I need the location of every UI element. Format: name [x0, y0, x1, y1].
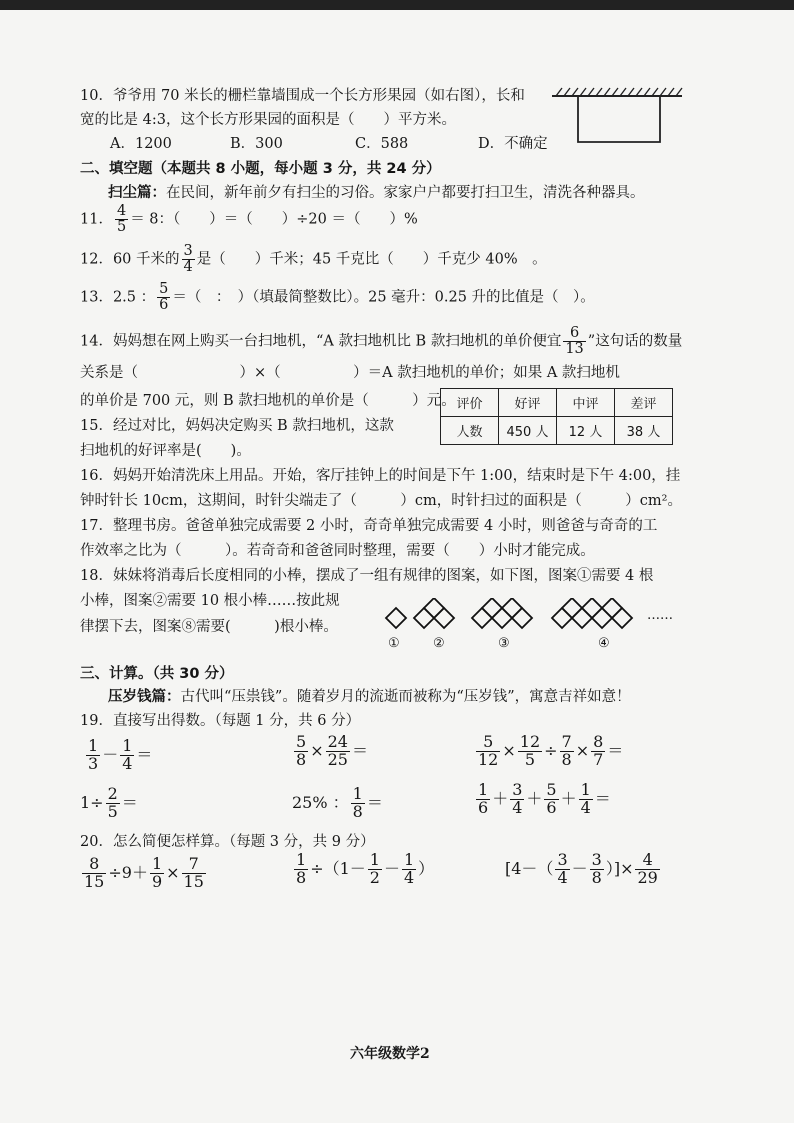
q12: [80, 244, 547, 275]
q16-line1: 16．妈妈开始清洗床上用品。开始，客厅挂钟上的时间是下午 1:00，结束时是下午 4:00，挂: [80, 468, 681, 484]
q20-expression-2: $\frac{1}{8}$ ÷（1－ $\frac{1}{2}$ － $\frac{1}{4}$ ）: [296, 850, 435, 887]
q10-option-a: A．1200: [110, 136, 172, 152]
q19-expression-2: $\frac{5}{8}$ × $\frac{24}{25}$ ＝: [296, 732, 368, 769]
q20-title: 20．怎么简便怎样算。（每题 3 分，共 9 分）: [80, 834, 375, 850]
q18-label-1: ①: [388, 636, 400, 651]
q10-option-d: D．不确定: [478, 136, 548, 152]
q12-text-pre: 12．60 千米的: [80, 251, 180, 268]
review-table-header: 差评: [615, 389, 673, 417]
q13-text-post: ＝（ ： ）（填最简整数比）。25 毫升：0.25 升的比值是（ ）。: [172, 289, 595, 306]
q16-line2: 钟时针长 10cm，这期间，时针尖端走了（ ）cm，时针扫过的面积是（ ）cm²。: [80, 493, 682, 509]
q11-number: 11．: [80, 211, 113, 228]
q18-line3: 律摆下去，图案⑧需要( )根小棒。: [80, 619, 338, 635]
q11-text: ＝ 8：（ ）＝（ ）÷20 ＝（ ）%: [130, 211, 418, 228]
q19-expression-1: $\frac{1}{3}$ － $\frac{1}{4}$ ＝: [88, 736, 153, 773]
q13-text-pre: 13．2.5 ：: [80, 289, 156, 306]
q18-label-4: ④: [598, 636, 610, 651]
q14-line2: 关系是（ ）×（ ）＝A 款扫地机的单价；如果 A 款扫地机: [80, 365, 620, 381]
review-table-header: 好评: [499, 389, 557, 417]
q10-option-b: B．300: [230, 136, 283, 152]
section3-title: 三、计算。（共 30 分）: [80, 666, 234, 682]
stick-pattern-diagram: [376, 598, 691, 654]
q18-ellipsis: ……: [647, 608, 673, 623]
section3-intro: [108, 685, 631, 706]
q18-label-2: ②: [433, 636, 445, 651]
review-table-header: 评价: [441, 389, 499, 417]
section2-intro-text: 在民间，新年前夕有扫尘的习俗。家家户户都要打扫卫生，清洗各种器具。: [166, 185, 645, 201]
q17-line1: 17．整理书房。爸爸单独完成需要 2 小时，奇奇单独完成需要 4 小时，则爸爸与奇奇的工: [80, 518, 658, 534]
review-table-row: [441, 417, 673, 445]
q19-expression-3: $\frac{5}{12}$ × $\frac{12}{5}$ ÷ $\frac{7}{8}$ × $\frac{8}{7}$ ＝: [478, 732, 624, 769]
section3-intro-label: 压岁钱篇：: [108, 688, 181, 705]
section2-intro-label: 扫尘篇：: [108, 184, 166, 201]
q19-expression-5: 25% ： $\frac{1}{8}$ ＝: [292, 784, 383, 821]
review-table-cell: 38 人: [615, 417, 673, 445]
q19-expression-6: $\frac{1}{6}$ ＋ $\frac{3}{4}$ ＋ $\frac{5}{6}$ ＋ $\frac{1}{4}$ ＝: [478, 780, 611, 817]
q12-text-post: 是（ ）千米；45 千克比（ ）千克少 40% 。: [196, 251, 547, 268]
q11: [80, 204, 418, 235]
review-table: [440, 388, 673, 445]
q10-option-c: C．588: [355, 136, 409, 152]
review-table-cell: 12 人: [557, 417, 615, 445]
q10-line2: 宽的比是 4:3，这个长方形果园的面积是（ ）平方米。: [80, 112, 456, 128]
q10-line1: 10．爷爷用 70 米长的栅栏靠墙围成一个长方形果园（如右图），长和: [80, 88, 525, 104]
q15-line2: 扫地机的好评率是( )。: [80, 443, 251, 459]
orchard-wall-diagram: [548, 84, 688, 154]
q12-fraction: $\frac{3}{4}$: [183, 243, 193, 276]
q18-line2: 小棒，图案②需要 10 根小棒……按此规: [80, 593, 340, 609]
q15-line1: 15．经过对比，妈妈决定购买 B 款扫地机，这款: [80, 418, 394, 434]
q20-expression-3: [4－（ $\frac{3}{4}$ － $\frac{3}{8}$ ）]× $\frac{4}{29}$: [505, 850, 658, 887]
q11-fraction: $\frac{4}{5}$: [116, 203, 127, 236]
q17-line2: 作效率之比为（ ）。若奇奇和爸爸同时整理，需要（ ）小时才能完成。: [80, 543, 595, 559]
q14-line1: 14．妈妈想在网上购买一台扫地机，“A 款扫地机比 B 款扫地机的单价便宜 $\frac{6}{13}$ ”这句话的数量: [80, 325, 683, 358]
review-table-header-row: [441, 389, 673, 417]
q14-line3: 的单价是 700 元，则 B 款扫地机的单价是（ ）元。: [80, 393, 456, 409]
section2-title: 二、填空题（本题共 8 小题，每小题 3 分，共 24 分）: [80, 161, 441, 177]
q19-expression-4: 1÷ $\frac{2}{5}$ ＝: [80, 784, 138, 821]
review-table-header: 中评: [557, 389, 615, 417]
q13-fraction: $\frac{5}{6}$: [159, 281, 169, 314]
page-footer: 六年级数学2: [350, 1046, 430, 1062]
q18-line1: 18．妹妹将消毒后长度相同的小棒，摆成了一组有规律的图案，如下图，图案①需要 4 根: [80, 568, 654, 584]
section2-intro: [108, 181, 645, 202]
review-table-cell: 人数: [441, 417, 499, 445]
q14-fraction: $\frac{6}{13}$: [565, 325, 584, 358]
q20-expression-1: $\frac{8}{15}$ ÷9＋ $\frac{1}{9}$ × $\frac{7}{15}$: [84, 854, 204, 891]
q13: [80, 282, 595, 313]
section3-intro-text: 古代叫“压祟钱”。随着岁月的流逝而被称为“压岁钱”，寓意吉祥如意！: [180, 689, 631, 705]
q18-label-3: ③: [498, 636, 510, 651]
scan-edge: [0, 0, 794, 10]
q19-title: 19．直接写出得数。（每题 1 分，共 6 分）: [80, 713, 361, 729]
review-table-cell: 450 人: [499, 417, 557, 445]
